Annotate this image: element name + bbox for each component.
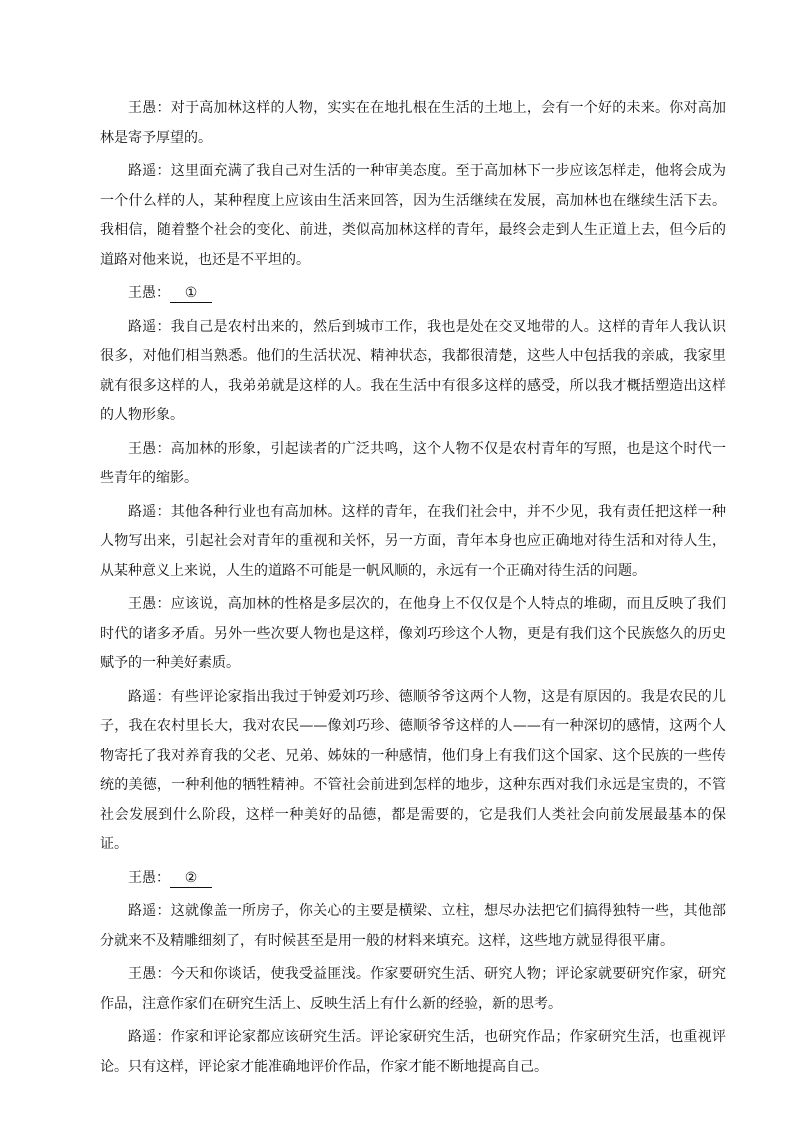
speaker-label: 王愚： <box>128 285 170 301</box>
dialogue-paragraph <box>100 683 726 860</box>
speaker-label: 王愚： <box>128 596 171 612</box>
speaker-label: 王愚： <box>128 100 171 116</box>
dialogue-paragraph <box>100 1023 726 1082</box>
dialogue-paragraph <box>100 157 726 275</box>
dialogue-text: 今天和你谈话，使我受益匪浅。作家要研究生活、研究人物；评论家就要研究作家，研究作品，注意作家们在研究生活上、反映生活上有什么新的经验，新的思考。 <box>100 966 727 1012</box>
dialogue-text: 对于高加林这样的人物，实实在在地扎根在生活的土地上，会有一个好的未来。你对高加林是寄予厚望的。 <box>100 100 727 146</box>
speaker-label: 路遥： <box>128 903 171 919</box>
dialogue-paragraph <box>100 435 726 494</box>
dialogue-text: 高加林的形象，引起读者的广泛共鸣，这个人物不仅是农村青年的写照，也是这个时代一些青年的缩影。 <box>100 440 727 486</box>
document-body <box>100 94 726 1086</box>
speaker-label: 王愚： <box>128 869 170 886</box>
answer-blank-2: ② <box>170 869 212 888</box>
dialogue-paragraph <box>100 313 726 431</box>
dialogue-paragraph <box>100 960 726 1019</box>
dialogue-text: 其他各种行业也有高加林。这样的青年，在我们社会中，并不少见，我有责任把这样一种人物写出来，引起社会对青年的重视和关怀，另一方面，青年本身也应正确地对待生活和对待人生，从某种意义上来说，人生的道路不可能是一帆风顺的，永远有一个正确对待生活的问题。 <box>100 503 727 579</box>
dialogue-text: 这就像盖一所房子，你关心的主要是横梁、立柱，想尽办法把它们搞得独特一些，其他部分就来不及精雕细刻了，有时候甚至是用一般的材料来填充。这样，这些地方就显得很平庸。 <box>100 903 727 949</box>
dialogue-paragraph <box>100 897 726 956</box>
speaker-label: 王愚： <box>128 966 171 982</box>
dialogue-paragraph <box>100 864 726 894</box>
dialogue-text: 我自己是农村出来的，然后到城市工作，我也是处在交叉地带的人。这样的青年人我认识很多，对他们相当熟悉。他们的生活状况、精神状态，我都很清楚，这些人中包括我的亲戚，我家里就有很多这样的人，我弟弟就是这样的人。我在生活中有很多这样的感受，所以我才概括塑造出这样的人物形象。 <box>100 318 727 423</box>
dialogue-text: 作家和评论家都应该研究生活。评论家研究生活，也研究作品；作家研究生活，也重视评论。只有这样，评论家才能准确地评价作品，作家才能不断地提高自己。 <box>100 1029 727 1075</box>
answer-blank-1: ① <box>170 284 212 303</box>
dialogue-paragraph <box>100 279 726 309</box>
speaker-label: 路遥： <box>128 503 171 520</box>
dialogue-paragraph <box>100 590 726 679</box>
speaker-label: 路遥： <box>128 1029 171 1045</box>
speaker-label: 路遥： <box>128 688 171 705</box>
speaker-label: 王愚： <box>128 440 171 457</box>
speaker-label: 路遥： <box>128 318 171 335</box>
dialogue-paragraph <box>100 94 726 153</box>
dialogue-text: 应该说，高加林的性格是多层次的，在他身上不仅仅是个人特点的堆砌，而且反映了我们时代的诸多矛盾。另外一些次要人物也是这样，像刘巧珍这个人物，更是有我们这个民族悠久的历史赋予的一种美好素质。 <box>100 596 727 671</box>
dialogue-paragraph <box>100 498 726 587</box>
speaker-label: 路遥： <box>128 163 171 179</box>
dialogue-text: 有些评论家指出我过于钟爱刘巧珍、德顺爷爷这两个人物，这是有原因的。我是农民的儿子，我在农村里长大，我对农民——像刘巧珍、德顺爷爷这样的人——有一种深切的感情，这两个人物寄托了我对养育我的父老、兄弟、姊妹的一种感情，他们身上有我们这个国家、这个民族的一些传统的美德，一种利他的牺牲精神。不管社会前进到怎样的地步，这种东西对我们永远是宝贵的，不管社会发展到什么阶段，这样一种美好的品德，都是需要的，它是我们人类社会向前发展最基本的保证。 <box>100 688 727 852</box>
dialogue-text: 这里面充满了我自己对生活的一种审美态度。至于高加林下一步应该怎样走，他将会成为一个什么样的人，某种程度上应该由生活来回答，因为生活继续在发展，高加林也在继续生活下去。我相信，随着整个社会的变化、前进，类似高加林这样的青年，最终会走到人生正道上去，但今后的道路对他来说，也还是不平坦的。 <box>100 163 727 268</box>
